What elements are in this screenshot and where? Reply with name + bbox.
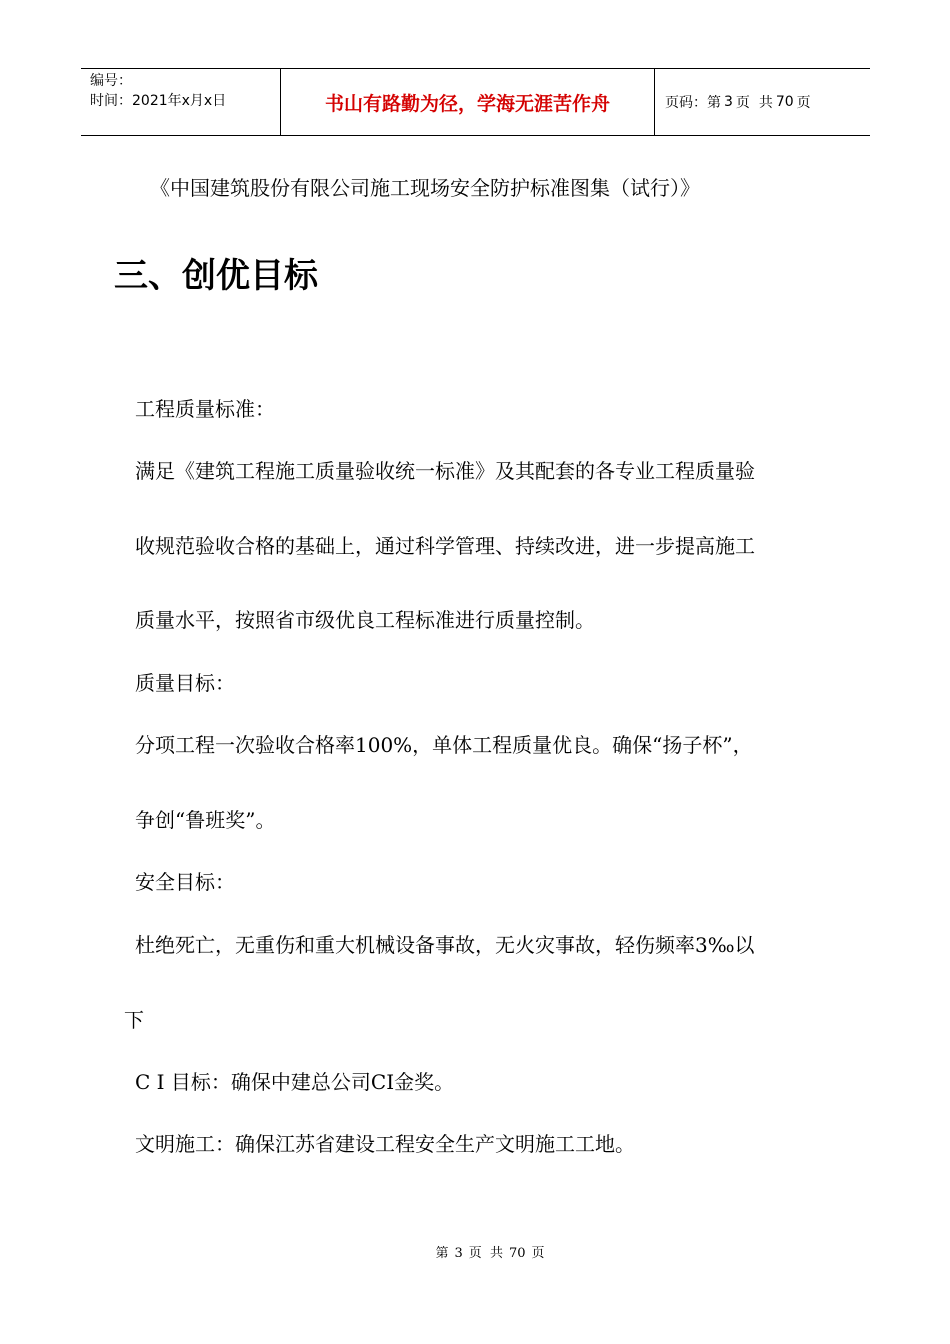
paragraph-line: 争创“鲁班奖”。 [135, 808, 276, 832]
paragraph-line: 工程质量标准： [135, 397, 275, 421]
paragraph-line: 质量水平，按照省市级优良工程标准进行质量控制。 [135, 608, 595, 632]
number-label: 编号： [90, 73, 132, 89]
paragraph-line: 分项工程一次验收合格率100%，单体工程质量优良。确保“扬子杯”， [135, 733, 753, 757]
paragraph-line: 满足《建筑工程施工质量验收统一标准》及其配套的各专业工程质量验 [135, 459, 755, 483]
paragraph-line: 安全目标： [135, 870, 235, 894]
header-page-number [655, 69, 870, 135]
footer-mid: 页 共 [468, 1246, 503, 1261]
paragraph-line: 下 [124, 1008, 144, 1032]
time-label: 时间：2021年x月x日 [90, 93, 227, 109]
footer-suffix: 页 [531, 1246, 545, 1261]
page-footer [0, 1246, 950, 1262]
paragraph-line: 质量目标： [135, 671, 235, 695]
footer-current: 3 [454, 1246, 463, 1261]
page-prefix: 页码：第 [665, 95, 721, 111]
page-header [81, 68, 870, 136]
paragraph-line: C I 目标：确保中建总公司CI金奖。 [135, 1070, 455, 1094]
paragraph-line: 文明施工：确保江苏省建设工程安全生产文明施工工地。 [135, 1132, 635, 1156]
page-mid: 页 共 [735, 95, 773, 111]
book-title: 《中国建筑股份有限公司施工现场安全防护标准图集（试行）》 [150, 176, 700, 200]
footer-prefix: 第 [435, 1246, 449, 1261]
header-motto: 书山有路勤为径，学海无涯苦作舟 [281, 69, 655, 135]
header-meta [81, 69, 281, 135]
footer-total: 70 [509, 1246, 526, 1261]
paragraph-line: 收规范验收合格的基础上，通过科学管理、持续改进，进一步提高施工 [135, 534, 755, 558]
paragraph-line: 杜绝死亡，无重伤和重大机械设备事故，无火灾事故，轻伤频率3‰以 [135, 933, 755, 957]
section-title: 三、创优目标 [114, 256, 318, 296]
page-current: 3 [724, 94, 733, 110]
page-suffix: 页 [796, 95, 811, 111]
page-total: 70 [775, 94, 794, 110]
